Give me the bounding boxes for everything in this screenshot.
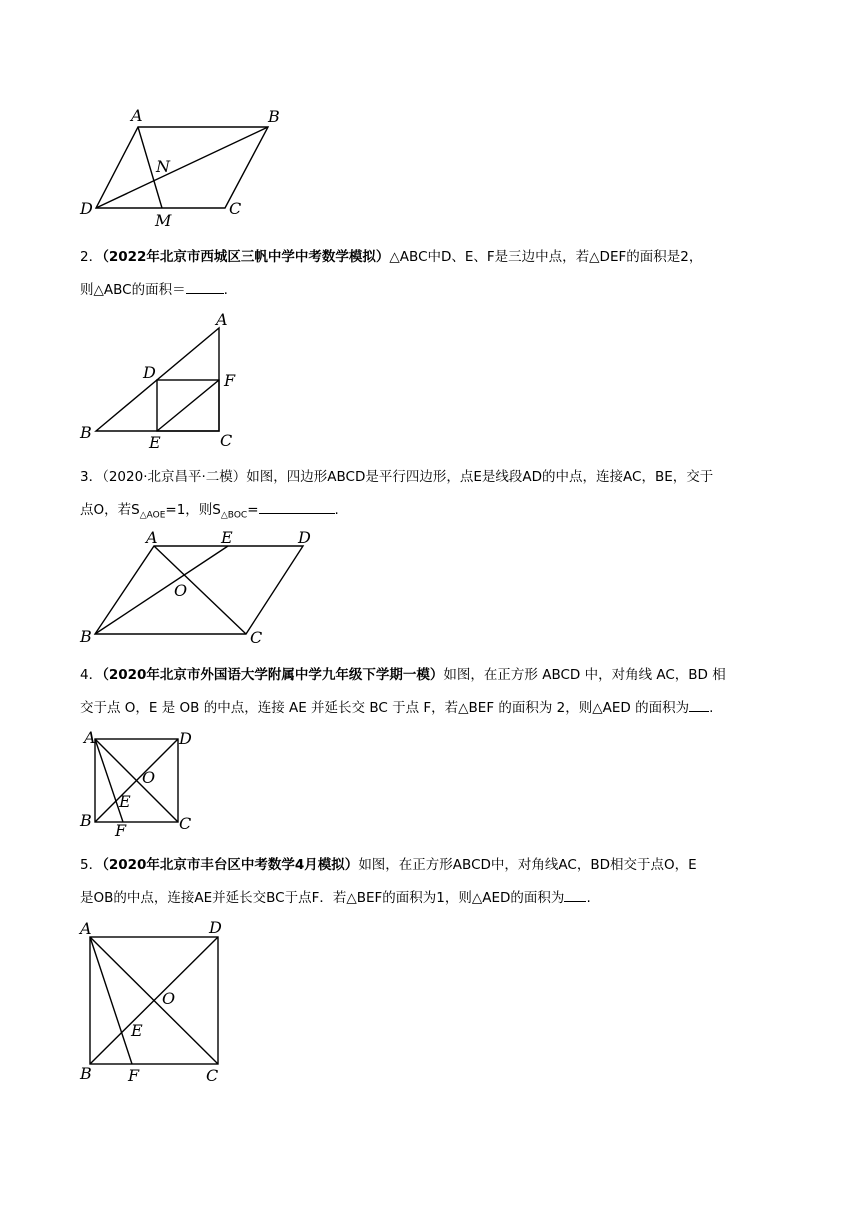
label-c: C (250, 628, 263, 647)
label-n: N (156, 157, 170, 176)
label-e: E (149, 433, 161, 452)
label-e: E (131, 1021, 143, 1040)
question-text: 点O，若S (80, 502, 140, 518)
label-o: O (174, 581, 188, 600)
question-source: （2022年北京市西城区三帆中学中考数学模拟） (102, 249, 390, 265)
question-end: . (223, 282, 228, 298)
label-a: A (84, 728, 96, 747)
subscript-boc: △BOC (220, 510, 248, 521)
question-end: . (709, 700, 714, 716)
question-source: （2020年北京市丰台区中考数学4月模拟） (102, 857, 359, 873)
question-number: 4． (80, 667, 103, 683)
label-e: E (119, 792, 131, 811)
question-text: 如图，在正方形 ABCD 中，对角线 AC，BD 相 (443, 667, 726, 683)
subscript-aoe: △AOE (139, 510, 166, 521)
label-f: F (115, 821, 127, 840)
label-f: F (224, 371, 236, 390)
label-d: D (298, 528, 311, 547)
label-o: O (142, 768, 156, 787)
label-b: B (268, 107, 280, 126)
label-o: O (162, 989, 176, 1008)
label-a: A (146, 528, 158, 547)
label-e: E (221, 528, 233, 547)
label-c: C (220, 431, 233, 450)
question-end: . (586, 890, 591, 906)
question-text: △ABC中D、E、F是三边中点，若△DEF的面积是2， (389, 249, 703, 265)
question-end: . (334, 502, 339, 518)
question-source: （2020·北京昌平·二模） (102, 469, 247, 485)
question-number: 3． (80, 469, 103, 485)
question-text: 则△ABC的面积＝ (80, 282, 186, 298)
question-text: 是OB的中点，连接AE并延长交BC于点F．若△BEF的面积为1，则△AED的面积为 (80, 890, 565, 906)
label-d: D (143, 363, 156, 382)
question-text: =1，则S (165, 502, 221, 518)
label-b: B (80, 423, 92, 442)
label-m: M (155, 211, 172, 230)
label-a: A (131, 106, 143, 125)
label-b: B (80, 1064, 92, 1083)
question-source: （2020年北京市外国语大学附属中学九年级下学期一模） (102, 667, 444, 683)
question-number: 5． (80, 857, 103, 873)
label-a: A (216, 310, 228, 329)
label-d: D (209, 918, 222, 937)
label-f: F (128, 1066, 140, 1085)
label-c: C (206, 1066, 219, 1085)
label-d: D (80, 199, 93, 218)
question-number: 2． (80, 249, 103, 265)
question-text: = (247, 502, 259, 518)
segment-af (90, 937, 132, 1064)
question-text: 如图，在正方形ABCD中，对角线AC，BD相交于点O，E (358, 857, 697, 873)
label-a: A (80, 919, 92, 938)
label-b: B (80, 811, 92, 830)
question-text: 交于点 O，E 是 OB 的中点，连接 AE 并延长交 BC 于点 F，若△BEF 的面积为 2，则△AED 的面积为 (80, 700, 690, 716)
label-d: D (179, 729, 192, 748)
label-c: C (229, 199, 242, 218)
question-text: 如图，四边形ABCD是平行四边形，点E是线段AD的中点，连接AC，BE，交于 (246, 469, 714, 485)
label-c: C (179, 814, 192, 833)
label-b: B (80, 627, 92, 646)
